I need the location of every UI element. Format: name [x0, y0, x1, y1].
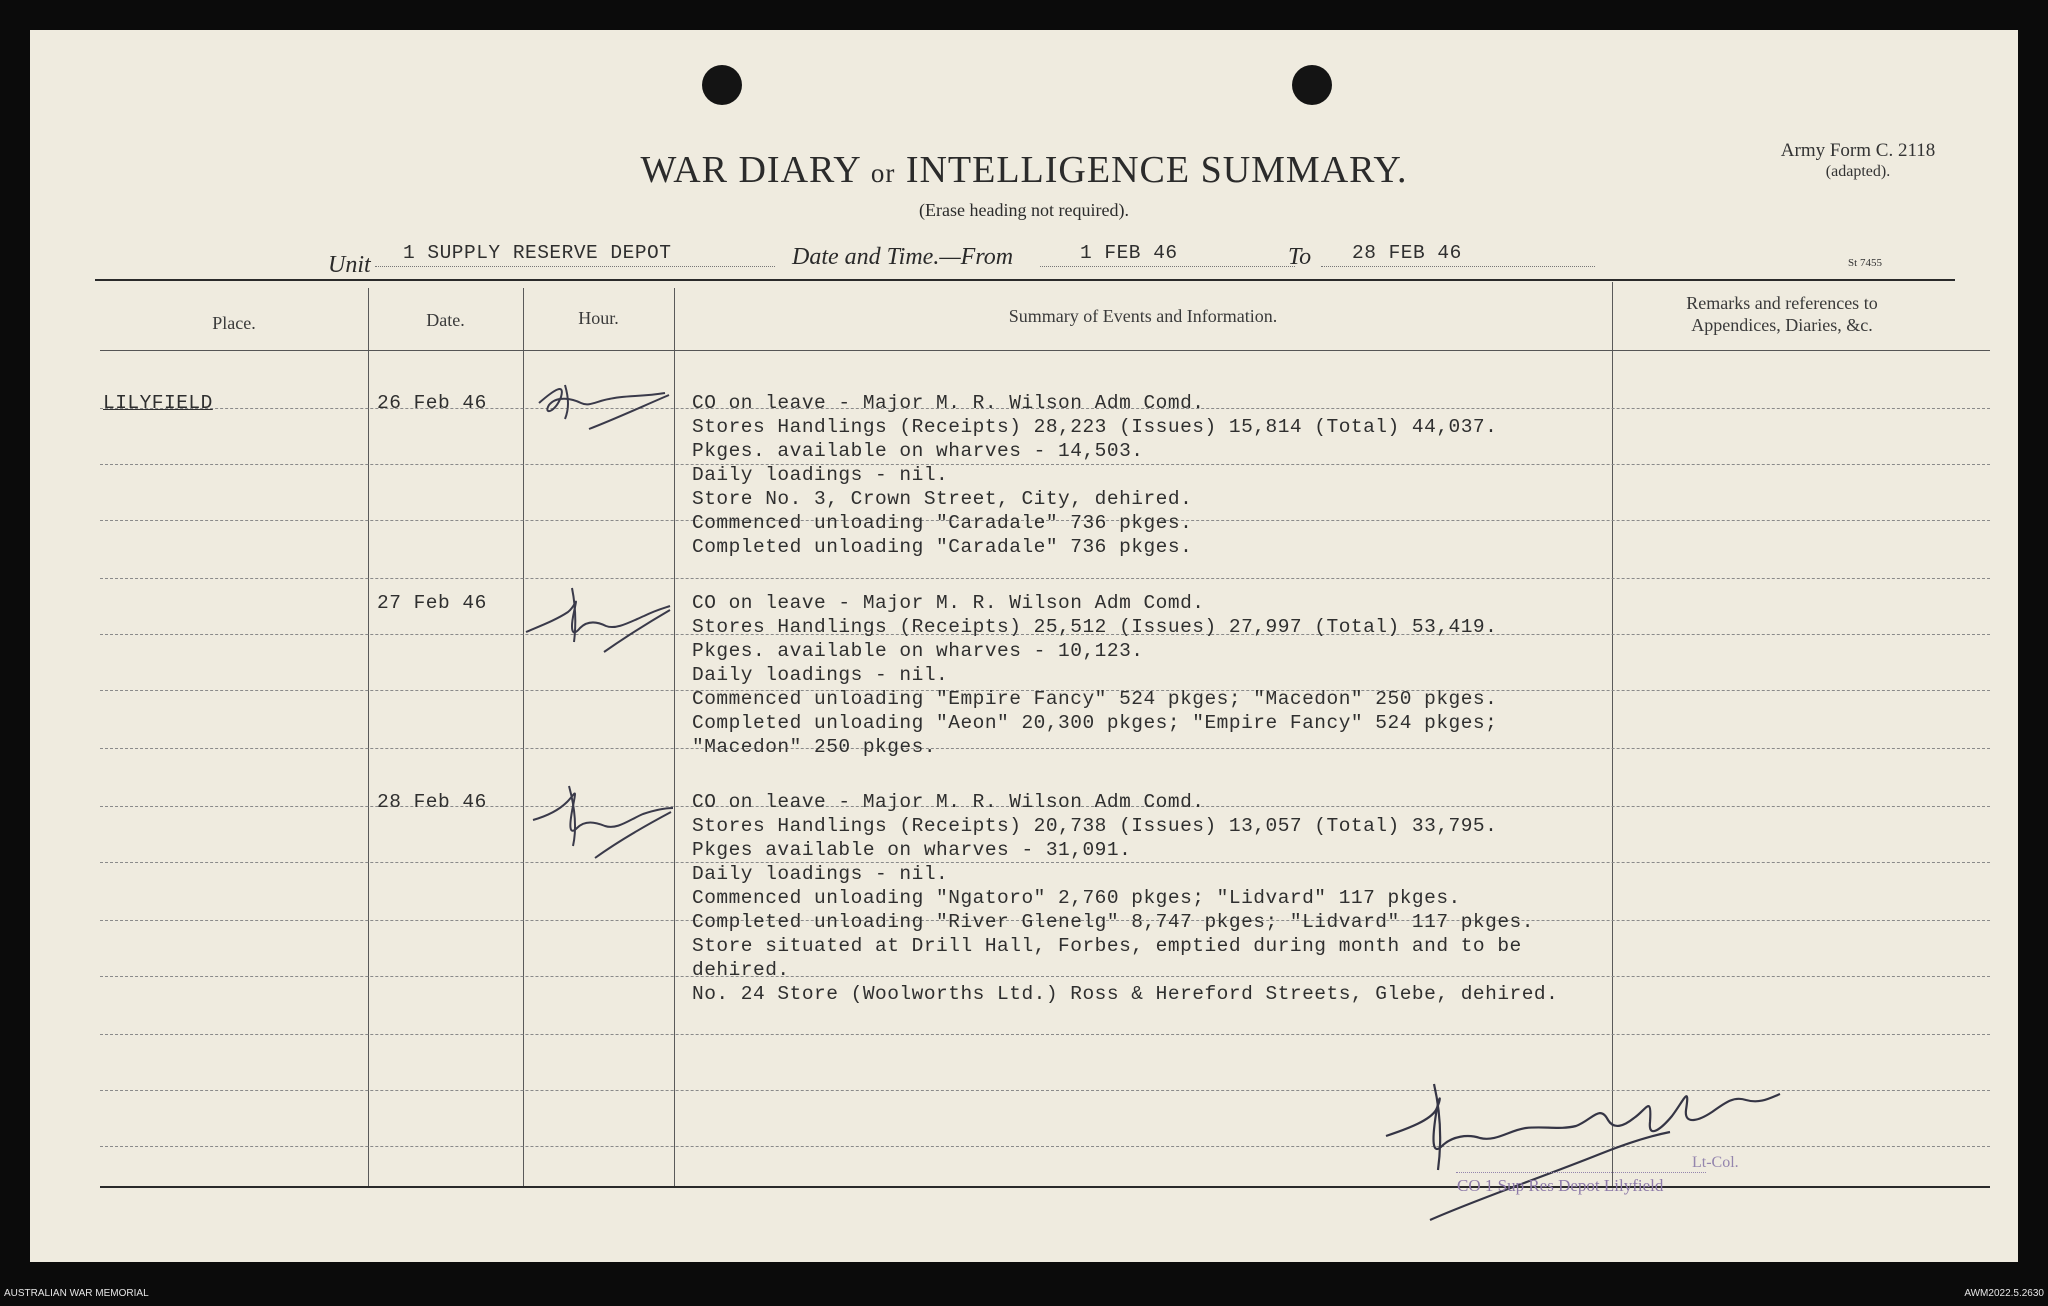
army-form-number: Army Form C. 2118	[1780, 140, 1936, 161]
entry-line: No. 24 Store (Woolworths Ltd.) Ross & Hereford Streets, Glebe, dehired.	[692, 983, 1559, 1005]
ruled-line	[100, 1034, 1990, 1035]
ruled-line	[100, 748, 1990, 749]
entry-line: Daily loadings - nil.	[692, 863, 949, 885]
form-title	[30, 148, 2018, 192]
col-header-remarks-line2: Appendices, Diaries, &c.	[1691, 315, 1873, 335]
col-header-hour: Hour.	[578, 308, 619, 328]
entry-line: Stores Handlings (Receipts) 25,512 (Issues) 27,997 (Total) 53,419.	[692, 616, 1498, 638]
entry-line: "Macedon" 250 pkges.	[692, 736, 937, 758]
ruled-line	[100, 578, 1990, 579]
entry-date-28: 28 Feb 46	[377, 791, 487, 813]
entry-line: Store No. 3, Crown Street, City, dehired.	[692, 488, 1193, 510]
entry-line: Commenced unloading "Caradale" 736 pkges.	[692, 512, 1193, 534]
entry-line: Commenced unloading "Empire Fancy" 524 pkges; "Macedon" 250 pkges.	[692, 688, 1498, 710]
col-header-date: Date.	[426, 310, 465, 330]
to-label: To	[1288, 244, 1312, 270]
entry-date-27: 27 Feb 46	[377, 592, 487, 614]
title-intelligence-summary: INTELLIGENCE SUMMARY.	[905, 149, 1408, 191]
entry-line: Pkges. available on wharves - 14,503.	[692, 440, 1144, 462]
col-divider-summary	[1612, 282, 1613, 1186]
entry-line: Pkges available on wharves - 31,091.	[692, 839, 1132, 861]
war-diary-sheet	[30, 30, 2018, 1262]
unit-underline	[375, 266, 775, 267]
entry-date-26: 26 Feb 46	[377, 392, 487, 414]
stock-number: St 7455	[1848, 257, 1882, 269]
table-top-rule	[95, 279, 1955, 281]
entry-line: CO on leave - Major M. R. Wilson Adm Comd.	[692, 592, 1205, 614]
ruled-line	[100, 464, 1990, 465]
unit-value: 1 SUPPLY RESERVE DEPOT	[403, 242, 672, 264]
handwritten-initials-28	[525, 780, 675, 862]
place-value: LILYFIELD	[103, 392, 213, 414]
entry-line: CO on leave - Major M. R. Wilson Adm Comd.	[692, 791, 1205, 813]
punch-hole-right	[1292, 65, 1332, 105]
col-header-summary: Summary of Events and Information.	[1008, 306, 1278, 326]
entry-line: Completed unloading "River Glenelg" 8,747 pkges; "Lidvard" 117 pkges.	[692, 911, 1534, 933]
entry-line: CO on leave - Major M. R. Wilson Adm Comd.	[692, 392, 1205, 414]
col-header-remarks-line1: Remarks and references to	[1686, 293, 1878, 313]
title-war-diary: WAR DIARY	[640, 149, 861, 191]
signature-rank: Lt-Col.	[1692, 1154, 1739, 1171]
unit-label: Unit	[328, 252, 371, 278]
col-divider-place	[368, 288, 369, 1186]
entry-line: dehired.	[692, 959, 790, 981]
unit-rubber-stamp: CO 1 Sup Res Depot Lilyfield	[1457, 1176, 1664, 1195]
entry-line: Completed unloading "Caradale" 736 pkges.	[692, 536, 1193, 558]
footer-accession-number: AWM2022.5.2630	[1964, 1288, 2044, 1299]
to-date-value: 28 FEB 46	[1352, 242, 1462, 264]
to-underline	[1321, 266, 1595, 267]
entry-line: Commenced unloading "Ngatoro" 2,760 pkges; "Lidvard" 117 pkges.	[692, 887, 1461, 909]
footer-archive-name: AUSTRALIAN WAR MEMORIAL	[4, 1288, 149, 1299]
commanding-officer-signature	[1350, 1070, 1790, 1230]
ruled-line	[100, 976, 1990, 977]
entry-line: Stores Handlings (Receipts) 28,223 (Issues) 15,814 (Total) 44,037.	[692, 416, 1498, 438]
entry-line: Stores Handlings (Receipts) 20,738 (Issues) 13,057 (Total) 33,795.	[692, 815, 1498, 837]
from-underline	[1040, 266, 1295, 267]
title-or: or	[870, 158, 896, 188]
col-header-place: Place.	[212, 313, 256, 333]
from-date-value: 1 FEB 46	[1080, 242, 1178, 264]
handwritten-initials-27	[520, 582, 675, 660]
ruled-line	[100, 862, 1990, 863]
stamp-dotted-line	[1456, 1172, 1706, 1173]
form-subtitle: (Erase heading not required).	[919, 200, 1129, 220]
col-divider-date	[523, 288, 524, 1186]
army-form-adapted: (adapted).	[1825, 163, 1891, 180]
entry-line: Completed unloading "Aeon" 20,300 pkges; "Empire Fancy" 524 pkges;	[692, 712, 1498, 734]
entry-line: Store situated at Drill Hall, Forbes, emptied during month and to be	[692, 935, 1522, 957]
handwritten-initials-26	[525, 375, 675, 435]
entry-line: Pkges. available on wharves - 10,123.	[692, 640, 1144, 662]
header-bottom-rule	[100, 350, 1990, 351]
entry-line: Daily loadings - nil.	[692, 464, 949, 486]
date-time-label: Date and Time.—From	[792, 244, 1014, 270]
entry-line: Daily loadings - nil.	[692, 664, 949, 686]
punch-hole-left	[702, 65, 742, 105]
